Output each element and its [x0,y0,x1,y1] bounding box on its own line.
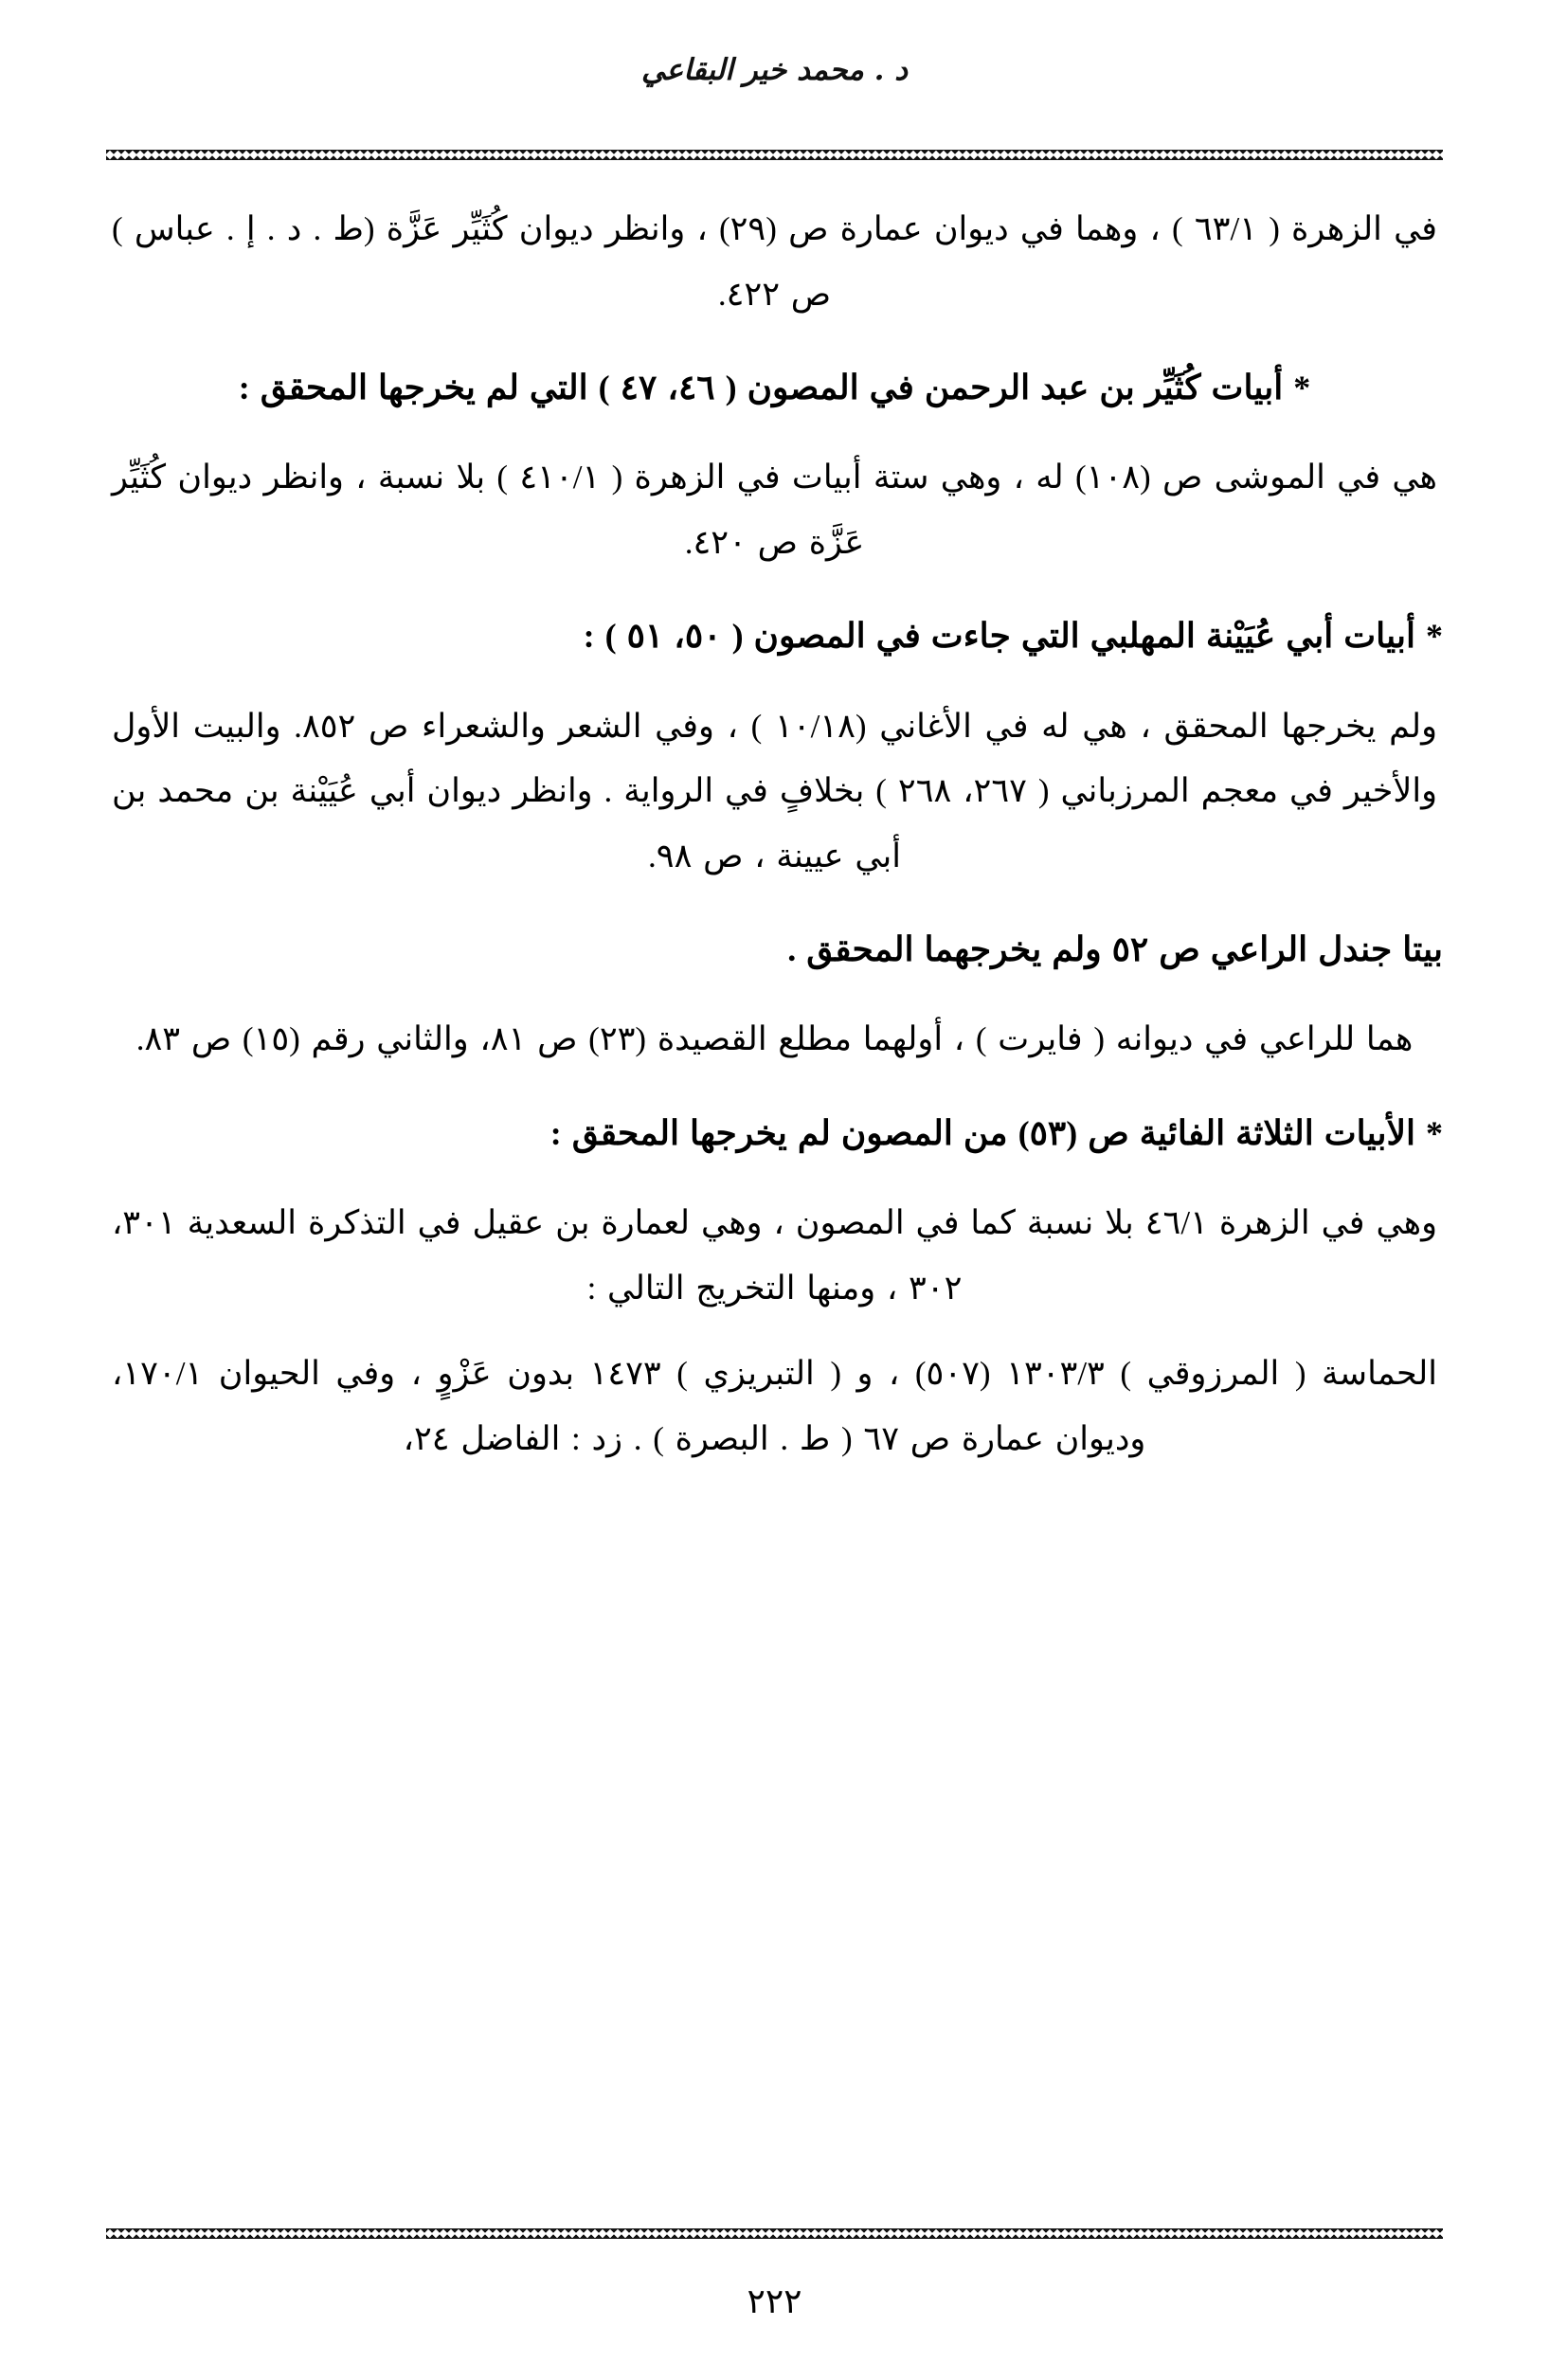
paragraph-block: هي في الموشى ص (١٠٨) له ، وهي ستة أبيات في الزهرة ( ٤١٠/١ ) بلا نسبة ، وانظر ديوان كُثَيِّر عَزَّة ص ٤٢٠. [112,459,1437,561]
paragraph-block: في الزهرة ( ٦٣/١ ) ، وهما في ديوان عمارة ص (٢٩) ، وانظر ديوان كُثَيِّر عَزَّة (ط . د . إ . عباس ) ص ٤٢٢. [112,210,1437,313]
paragraph-block: الحماسة ( المرزوقي ) ١٣٠٣/٣ (٥٠٧) ، و ( التبريزي ) ١٤٧٣ بدون عَزْوٍ ، وفي الحيوان ١٧٠/١، وديوان عمارة ص ٦٧ ( ط . البصرة ) . زد : الفاضل ٢٤، [112,1355,1438,1457]
running-head: د . محمد خير البقاعي [640,53,909,87]
bottom-decorative-rule [106,2228,1443,2239]
top-decorative-rule [106,150,1443,160]
paragraph-block: هما للراعي في ديوانه ( فايرت ) ، أولهما مطلع القصيدة (٢٣) ص ٨١، والثاني رقم (١٥) ص ٨٣. [135,1020,1414,1058]
paragraph-block: وهي في الزهرة ٤٦/١ بلا نسبة كما في المصون ، وهي لعمارة بن عقيل في التذكرة السعدية ٣٠١، ٣٠٢ ، ومنها التخريج التالي : [112,1204,1437,1307]
section-heading: * أبيات كُثَيِّر بن عبد الرحمن في المصون ( ٤٦، ٤٧ ) التي لم يخرجها المحقق : [238,369,1311,407]
section-heading: * الأبيات الثلاثة الفائية ص (٥٣) من المصون لم يخرجها المحقق : [549,1114,1443,1153]
page-number: ٢٢٢ [747,2282,802,2320]
paragraph-block: ولم يخرجها المحقق ، هي له في الأغاني (١٠/١٨ ) ، وفي الشعر والشعراء ص ٨٥٢. والبيت الأول والأخير في معجم المرزباني ( ٢٦٧، ٢٦٨ ) بخلافٍ في الرواية . وانظر ديوان أبي عُيَيْنة بن محمد بن أبي عيينة ، ص ٩٨. [112,707,1438,874]
text-column [106,197,1443,2191]
section-heading: * أبيات أبي عُيَيْنة المهلبي التي جاءت في المصون ( ٥٠، ٥١ ) : [583,617,1443,656]
section-heading: بيتا جندل الراعي ص ٥٢ ولم يخرجهما المحقق . [787,930,1443,969]
